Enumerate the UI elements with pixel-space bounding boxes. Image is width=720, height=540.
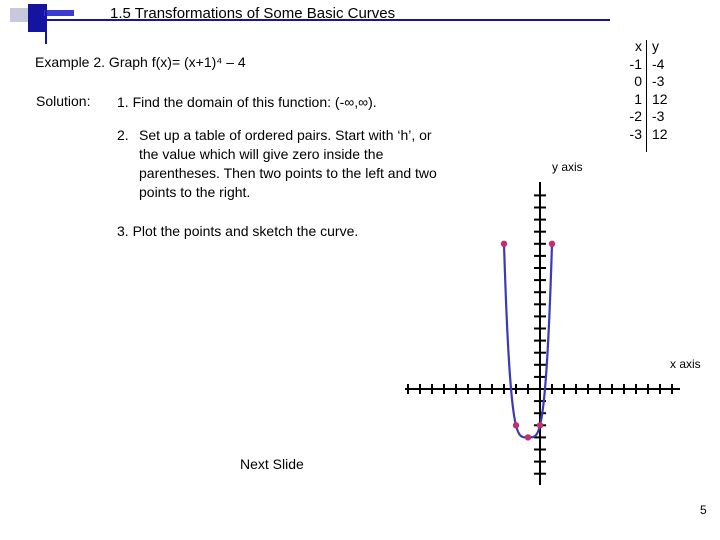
- y-column: [652, 38, 692, 143]
- step-2-number: 2.: [117, 127, 129, 143]
- example-statement: Example 2. Graph f(x)= (x+1)⁴ – 4: [35, 54, 246, 70]
- plotted-point: [501, 241, 507, 247]
- step-1: 1. Find the domain of this function: (-∞,∞).: [117, 94, 377, 110]
- y-cell: 12: [652, 90, 668, 107]
- x-cell: 0: [634, 73, 642, 89]
- plotted-point: [525, 434, 531, 440]
- step-3: 3. Plot the points and sketch the curve.: [117, 223, 359, 239]
- x-cell: -1: [629, 55, 642, 72]
- y-cell: 12: [652, 125, 668, 142]
- x-axis-label: x axis: [670, 357, 701, 371]
- page-number: 5: [700, 503, 707, 517]
- step-2-text: Set up a table of ordered pairs. Start with ‘h’, or the value which will give zero inside the parentheses. Then two points to the left and two points to the right.: [139, 127, 437, 200]
- solution-label: Solution:: [36, 93, 91, 109]
- x-cell: -3: [629, 125, 642, 142]
- next-slide-link[interactable]: Next Slide: [240, 456, 304, 472]
- plotted-point: [537, 422, 543, 428]
- slide-title: 1.5 Transformations of Some Basic Curves: [110, 5, 396, 22]
- y-axis-label: y axis: [552, 160, 583, 174]
- x-header: x: [635, 38, 642, 54]
- y-header: y: [652, 38, 659, 54]
- x-cell: 1: [634, 90, 642, 107]
- plotted-point: [513, 422, 519, 428]
- plotted-point: [549, 241, 555, 247]
- y-cell: -3: [652, 73, 665, 89]
- y-cell: -4: [652, 55, 665, 72]
- x-cell: -2: [629, 108, 642, 124]
- table-divider: [646, 40, 647, 152]
- y-cell: -3: [652, 108, 665, 124]
- plotted-points: [501, 241, 555, 441]
- x-column: [618, 38, 642, 143]
